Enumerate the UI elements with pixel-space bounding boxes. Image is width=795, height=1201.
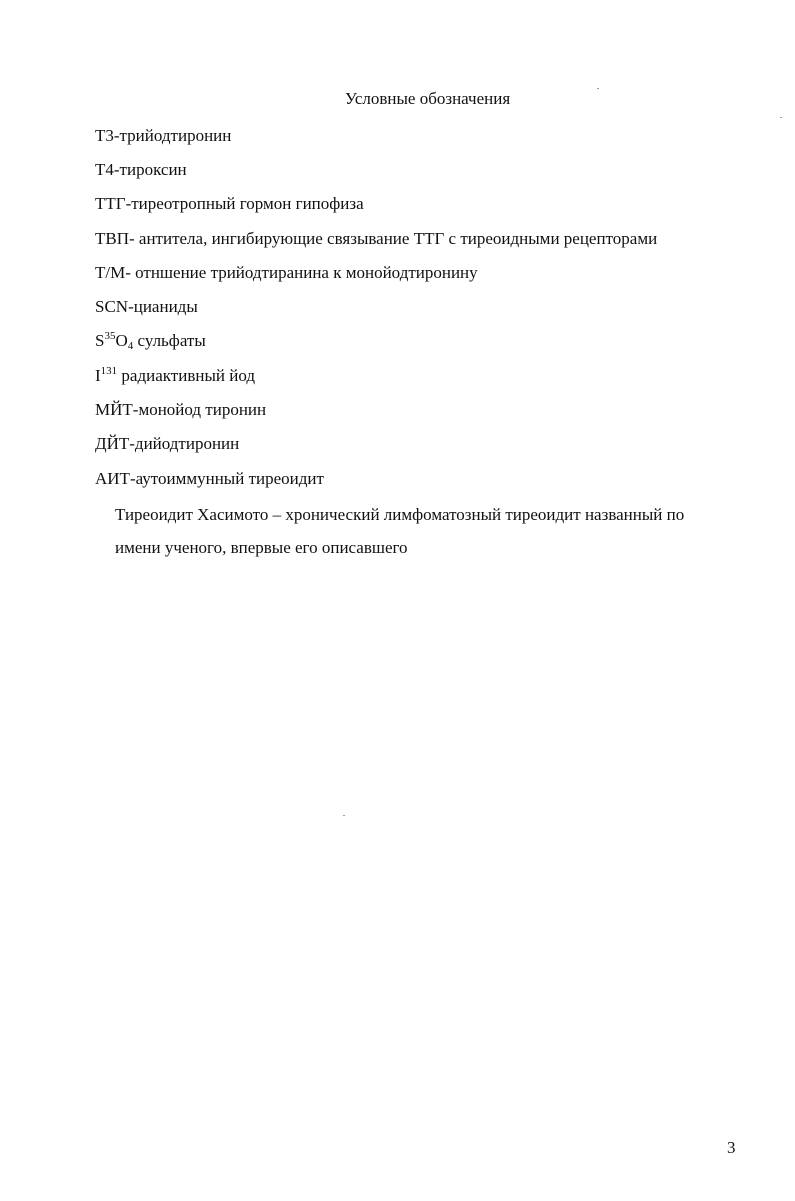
paragraph-line-1: Тиреоидит Хасимото – хронический лимфоматозный тиреоидит названный по xyxy=(115,505,685,524)
sulfates-subscript: 4 xyxy=(127,340,134,352)
abbreviation-dit: ДЙТ-дийодтиронин xyxy=(95,434,240,453)
scan-speck xyxy=(597,88,599,89)
abbreviation-t4: Т4-тироксин xyxy=(95,160,187,179)
abbreviation-t3: Т3-трийодтиронин xyxy=(95,126,232,145)
sulfates-base: S xyxy=(95,331,105,350)
page-title: Условные обозначения xyxy=(344,89,511,108)
abbreviation-radioiodine xyxy=(95,365,255,387)
page-number: 3 xyxy=(727,1138,736,1157)
abbreviation-mit: МЙТ-монойод тиронин xyxy=(95,400,267,419)
abbreviation-sulfates xyxy=(95,330,206,352)
radioiodine-superscript: 131 xyxy=(100,365,118,377)
radioiodine-label: радиактивный йод xyxy=(117,366,255,385)
abbreviation-scn: SCN-цианиды xyxy=(95,297,198,316)
sulfates-superscript: 35 xyxy=(104,330,116,342)
abbreviation-ait: АИТ-аутоиммунный тиреоидит xyxy=(95,469,324,488)
scan-speck xyxy=(780,117,782,118)
radioiodine-base: I xyxy=(95,366,101,385)
paragraph-line-2: имени ученого, впервые его описавшего xyxy=(115,538,408,557)
scan-speck xyxy=(343,815,345,816)
abbreviation-tvp: ТВП- антитела, ингибирующие связывание ТТГ с тиреоидными рецепторами xyxy=(95,229,658,248)
sulfates-mid: O xyxy=(115,331,128,350)
abbreviation-ttg: ТТГ-тиреотропный гормон гипофиза xyxy=(95,194,364,213)
sulfates-label: сульфаты xyxy=(133,331,206,350)
abbreviation-tm: Т/М- отншение трийодтиранина к монойодтиронину xyxy=(95,263,478,282)
